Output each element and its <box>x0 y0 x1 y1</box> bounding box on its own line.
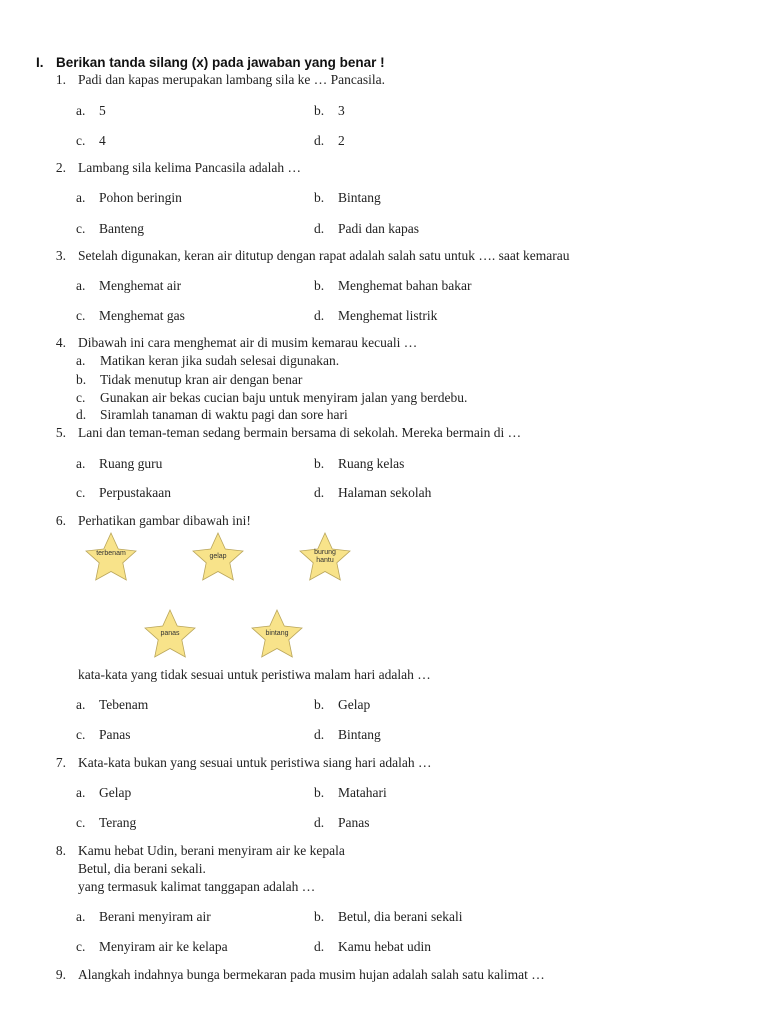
option-text: Gunakan air bekas cucian baju untuk menyiram jalan yang berdebu. <box>100 390 468 405</box>
option-text: Pohon beringin <box>99 190 182 205</box>
option-text: Panas <box>338 815 370 830</box>
option-text: Menghemat gas <box>99 308 185 323</box>
star-label: bintang <box>265 630 289 637</box>
option-text: 3 <box>338 103 345 118</box>
option-letter: c. <box>76 221 86 236</box>
option-letter: a. <box>76 278 86 293</box>
star-label: gelap <box>209 553 227 560</box>
question-text: Dibawah ini cara menghemat air di musim kemarau kecuali … <box>78 335 418 350</box>
option-text: Perpustakaan <box>99 485 171 500</box>
option-letter: b. <box>314 278 325 293</box>
option-letter: d. <box>314 221 325 236</box>
option-letter: d. <box>314 133 325 148</box>
star-burung-hantu <box>300 533 350 580</box>
option-letter: c. <box>76 939 86 954</box>
option-letter: b. <box>314 909 325 924</box>
option-text: Berani menyiram air <box>99 909 211 924</box>
star-label: terbenam <box>96 550 126 557</box>
option-text: Gelap <box>338 697 371 712</box>
option-text: 2 <box>338 133 345 148</box>
option-text: Menghemat air <box>99 278 182 293</box>
question-number: 3. <box>55 248 66 263</box>
star-panas <box>145 610 195 657</box>
star-words-image <box>80 528 360 663</box>
option-letter: b. <box>76 372 87 387</box>
option-letter: a. <box>76 909 86 924</box>
option-letter: a. <box>76 697 86 712</box>
star-terbenam <box>86 533 136 580</box>
option-letter: d. <box>314 308 325 323</box>
option-text: Tebenam <box>99 697 149 712</box>
option-letter: d. <box>314 485 325 500</box>
star-label: hantu <box>316 557 334 564</box>
question-number: 9. <box>55 967 66 982</box>
option-letter: d. <box>76 407 87 422</box>
option-letter: b. <box>314 190 325 205</box>
option-letter: a. <box>76 190 86 205</box>
option-letter: d. <box>314 815 325 830</box>
option-text: Bintang <box>338 190 381 205</box>
option-text: Matahari <box>338 785 387 800</box>
option-text: Terang <box>99 815 137 830</box>
section-number: I. <box>36 55 44 70</box>
option-letter: c. <box>76 308 86 323</box>
option-text: Bintang <box>338 727 381 742</box>
question-number: 4. <box>55 335 66 350</box>
option-letter: c. <box>76 727 86 742</box>
option-text: 5 <box>99 103 106 118</box>
option-letter: a. <box>76 103 86 118</box>
star-label: burung <box>314 549 336 556</box>
option-letter: c. <box>76 390 86 405</box>
option-letter: c. <box>76 133 86 148</box>
option-text: Menghemat bahan bakar <box>338 278 472 293</box>
option-text: Ruang kelas <box>338 456 405 471</box>
star-label: panas <box>160 630 180 637</box>
option-letter: d. <box>314 727 325 742</box>
option-letter: d. <box>314 939 325 954</box>
question-number: 7. <box>55 755 66 770</box>
star-gelap <box>193 533 243 580</box>
option-letter: a. <box>76 353 86 368</box>
question-text: Setelah digunakan, keran air ditutup dengan rapat adalah salah satu untuk …. saat kemarau <box>78 248 570 263</box>
star-bintang <box>252 610 302 657</box>
question-text: Lambang sila kelima Pancasila adalah … <box>78 160 302 175</box>
question-text-line2: Betul, dia berani sekali. <box>78 861 206 876</box>
option-text: Halaman sekolah <box>338 485 432 500</box>
option-letter: c. <box>76 815 86 830</box>
option-text: Panas <box>99 727 131 742</box>
question-number: 1. <box>55 72 66 87</box>
question-number: 2. <box>55 160 66 175</box>
question-subtext: kata-kata yang tidak sesuai untuk peristiwa malam hari adalah … <box>78 667 431 682</box>
option-text: Menyiram air ke kelapa <box>99 939 228 954</box>
option-text: Betul, dia berani sekali <box>338 909 463 924</box>
question-text: Padi dan kapas merupakan lambang sila ke … Pancasila. <box>78 72 386 87</box>
option-text: 4 <box>99 133 106 148</box>
option-letter: b. <box>314 697 325 712</box>
option-text: Tidak menutup kran air dengan benar <box>100 372 303 387</box>
question-number: 6. <box>55 513 66 528</box>
option-text: Padi dan kapas <box>338 221 419 236</box>
option-text: Matikan keran jika sudah selesai digunakan. <box>100 353 340 368</box>
section-title: Berikan tanda silang (x) pada jawaban yang benar ! <box>56 55 385 70</box>
option-letter: b. <box>314 103 325 118</box>
option-letter: c. <box>76 485 86 500</box>
question-text: Perhatikan gambar dibawah ini! <box>78 513 251 528</box>
option-text: Gelap <box>99 785 132 800</box>
option-letter: a. <box>76 456 86 471</box>
question-text-line3: yang termasuk kalimat tanggapan adalah … <box>78 879 316 894</box>
question-number: 5. <box>55 425 66 440</box>
question-number: 8. <box>55 843 66 858</box>
question-text: Kata-kata bukan yang sesuai untuk peristiwa siang hari adalah … <box>78 755 432 770</box>
option-text: Siramlah tanaman di waktu pagi dan sore hari <box>100 407 348 422</box>
option-letter: a. <box>76 785 86 800</box>
option-letter: b. <box>314 456 325 471</box>
option-text: Ruang guru <box>99 456 163 471</box>
option-text: Banteng <box>99 221 144 236</box>
question-text: Kamu hebat Udin, berani menyiram air ke kepala <box>78 843 345 858</box>
option-letter: b. <box>314 785 325 800</box>
question-text: Lani dan teman-teman sedang bermain bersama di sekolah. Mereka bermain di … <box>78 425 522 440</box>
option-text: Menghemat listrik <box>338 308 438 323</box>
option-text: Kamu hebat udin <box>338 939 431 954</box>
question-text: Alangkah indahnya bunga bermekaran pada musim hujan adalah salah satu kalimat … <box>78 967 545 982</box>
